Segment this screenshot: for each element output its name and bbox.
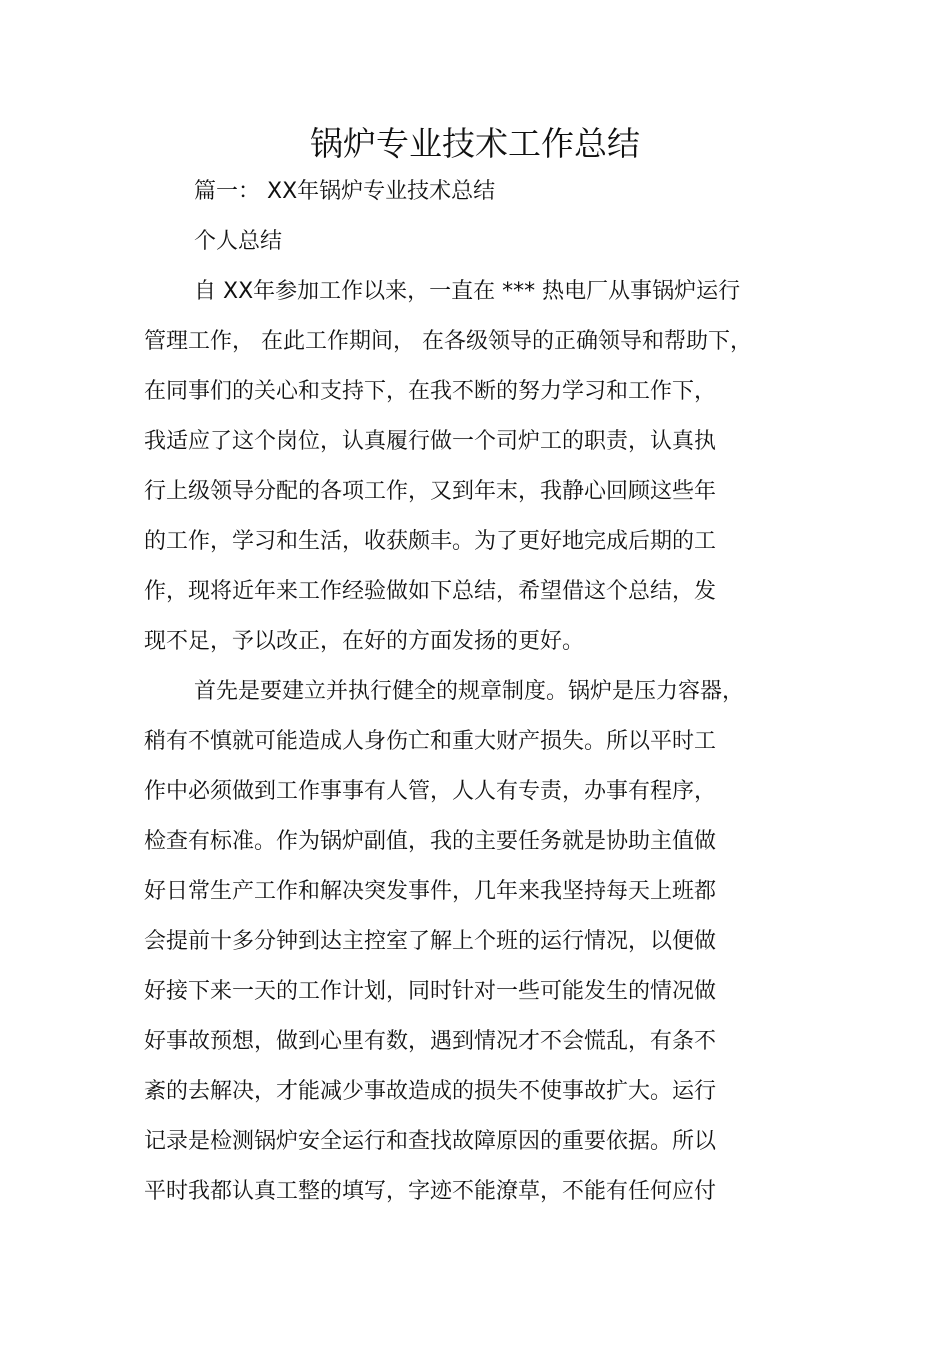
paragraph-line: 现不足，予以改正，在好的方面发扬的更好。 xyxy=(144,629,585,654)
paragraph-line: 自 XX年参加工作以来，一直在 *** 热电厂从事锅炉运行 xyxy=(194,279,741,304)
document-title: 锅炉专业技术工作总结 xyxy=(310,124,640,163)
paragraph-line: 好日常生产工作和解决突发事件，几年来我坚持每天上班都 xyxy=(144,879,717,904)
paragraph-line: 稍有不慎就可能造成人身伤亡和重大财产损失。所以平时工 xyxy=(144,729,717,754)
paragraph-line: 好接下来一天的工作计划，同时针对一些可能发生的情况做 xyxy=(144,979,717,1004)
paragraph-line: 好事故预想，做到心里有数，遇到情况才不会慌乱，有条不 xyxy=(144,1029,717,1054)
paragraph-line: 会提前十多分钟到达主控室了解上个班的运行情况，以便做 xyxy=(144,929,717,954)
paragraph-line: 检查有标准。作为锅炉副值，我的主要任务就是协助主值做 xyxy=(144,829,717,854)
paragraph-line: 记录是检测锅炉安全运行和查找故障原因的重要依据。所以 xyxy=(144,1129,717,1154)
section-heading: 篇一： XX年锅炉专业技术总结 xyxy=(194,179,496,204)
paragraph-line: 的工作，学习和生活，收获颇丰。为了更好地完成后期的工 xyxy=(144,529,717,554)
paragraph-line: 首先是要建立并执行健全的规章制度。锅炉是压力容器， xyxy=(194,679,745,704)
subheading: 个人总结 xyxy=(194,229,283,254)
paragraph-line: 作，现将近年来工作经验做如下总结，希望借这个总结，发 xyxy=(144,579,717,604)
paragraph-line: 行上级领导分配的各项工作，又到年末，我静心回顾这些年 xyxy=(144,479,717,504)
paragraph-line: 平时我都认真工整的填写，字迹不能潦草，不能有任何应付 xyxy=(144,1179,717,1204)
paragraph-line: 我适应了这个岗位，认真履行做一个司炉工的职责，认真执 xyxy=(144,429,717,454)
paragraph-line: 作中必须做到工作事事有人管，人人有专责，办事有程序， xyxy=(144,779,717,804)
paragraph-line: 紊的去解决，才能减少事故造成的损失不使事故扩大。运行 xyxy=(144,1079,717,1104)
paragraph-line: 管理工作， 在此工作期间， 在各级领导的正确领导和帮助下， xyxy=(144,329,752,354)
paragraph-line: 在同事们的关心和支持下，在我不断的努力学习和工作下， xyxy=(144,379,717,404)
